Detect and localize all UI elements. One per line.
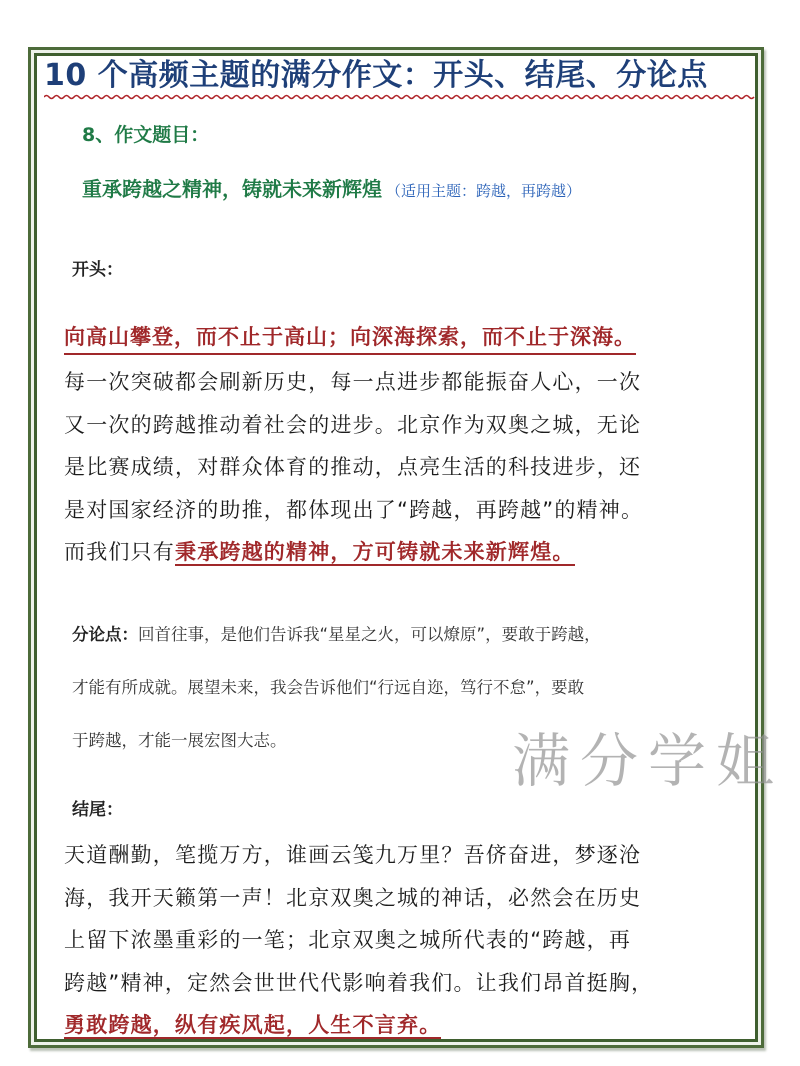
opening-highlight-quote: 向高山攀登，而不止于高山；向深海探索，而不止于深海。 <box>64 322 636 355</box>
question-title-row <box>82 173 581 202</box>
title-wavy-underline <box>44 94 756 100</box>
opening-line: 是比赛成绩，对群众体育的推动，点亮生活的科技进步，还 <box>64 455 642 479</box>
ending-paragraph <box>64 834 744 1047</box>
sub-points-line: 于跨越，才能一展宏图大志。 <box>72 731 287 750</box>
opening-last-prefix: 而我们只有 <box>64 540 175 564</box>
question-label: 8、作文题目： <box>82 124 210 146</box>
ending-highlight: 勇敢跨越，纵有疾风起，人生不言弃。 <box>64 1013 442 1037</box>
sub-points-text: 回首往事，是他们告诉我“星星之火，可以燎原”，要敢于跨越， <box>138 625 601 644</box>
sub-points-line: 才能有所成就。展望未来，我会告诉他们“行远自迩，笃行不怠”，要敢 <box>72 678 585 697</box>
opening-last-line <box>64 531 744 574</box>
opening-line: 又一次的跨越推动着社会的进步。北京作为双奥之城，无论 <box>64 412 642 437</box>
ending-label: 结尾： <box>72 800 123 820</box>
opening-line: 是对国家经济的助推，都体现出了“跨越，再跨越”的精神。 <box>64 497 644 522</box>
opening-label: 开头： <box>72 260 123 280</box>
ending-line: 天道酬勤，笔揽万方，谁画云笺九万里？吾侪奋进，梦逐沧 <box>64 843 642 867</box>
sub-points-label: 分论点： <box>72 625 138 644</box>
opening-line: 每一次突破都会刷新历史，每一点进步都能振奋人心，一次 <box>64 370 642 394</box>
question-theme: （适用主题：跨越，再跨越） <box>386 182 582 200</box>
opening-last-highlight: 秉承跨越的精神，方可铸就未来新辉煌。 <box>175 540 575 564</box>
ending-line: 跨越”精神，定然会世世代代影响着我们。让我们昂首挺胸， <box>64 970 654 995</box>
sub-points-line <box>72 608 752 661</box>
document-title: 10 个高频主题的满分作文：开头、结尾、分论点 <box>44 58 708 93</box>
ending-last-line <box>64 1004 744 1047</box>
ending-line: 上留下浓墨重彩的一笔；北京双奥之城所代表的“跨越，再 <box>64 928 632 952</box>
ending-line: 海，我开天籁第一声！北京双奥之城的神话，必然会在历史 <box>64 885 642 910</box>
watermark: 满分学姐 <box>512 727 785 795</box>
question-title: 重承跨越之精神，铸就未来新辉煌 <box>82 177 382 201</box>
opening-paragraph <box>64 361 744 574</box>
